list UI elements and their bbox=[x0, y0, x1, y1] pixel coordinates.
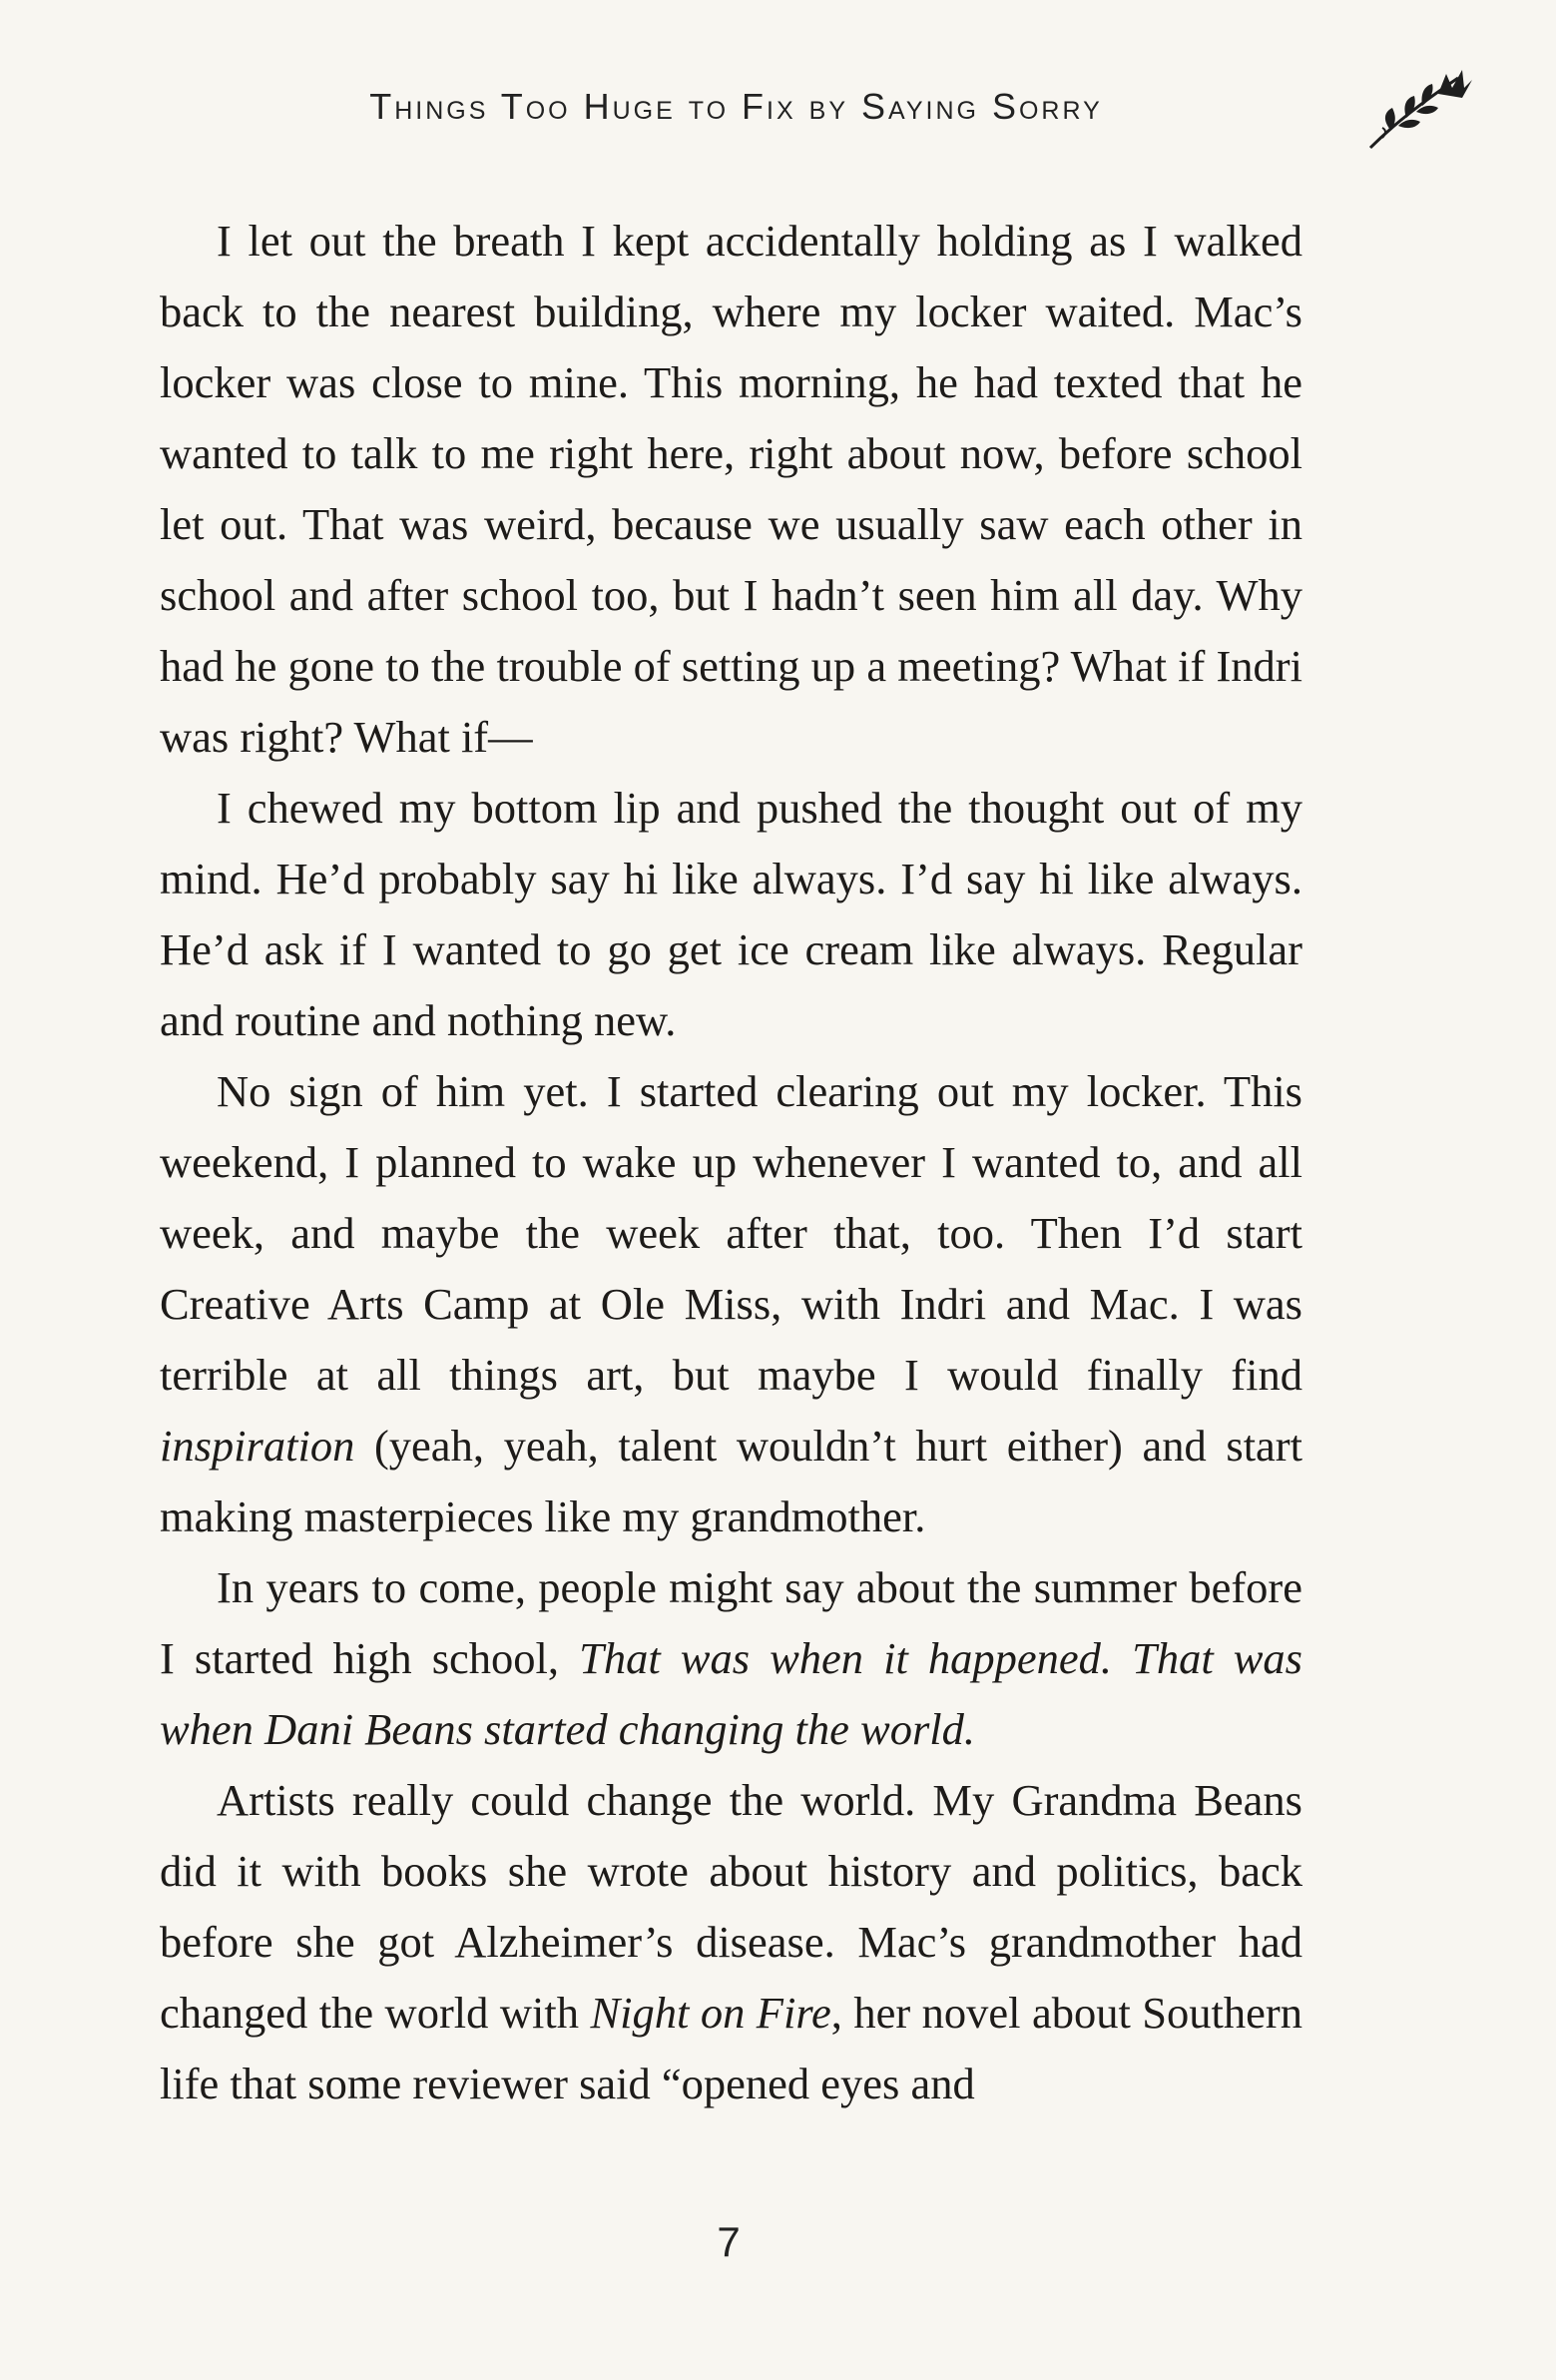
text-run: Artists really could change the world. My Grandma Beans did it with books she wrote about history and politics, back before she got Alzheimer’s disease. Mac’s grandmother had changed the world with bbox=[160, 1775, 1302, 2038]
paragraph bbox=[160, 1552, 1302, 1765]
text-run: , her novel about Southern life that some reviewer said “opened eyes and bbox=[160, 1988, 1302, 2108]
text-run: (yeah, yeah, talent wouldn’t hurt either) and start making masterpieces like my grandmother. bbox=[160, 1421, 1302, 1541]
leafy-sprig-icon bbox=[1362, 64, 1472, 154]
text-run: I chewed my bottom lip and pushed the thought out of my mind. He’d probably say hi like always. I’d say hi like always. He’d ask if I wanted to go get ice cream like always. Regular and routine and nothing new. bbox=[160, 783, 1302, 1045]
paragraph bbox=[160, 1056, 1302, 1552]
running-head-title: Things Too Huge to Fix by Saying Sorry bbox=[369, 86, 1103, 127]
italic-run: Night on Fire bbox=[590, 1988, 831, 2038]
text-run: In years to come, people might say about the summer before I started high school, bbox=[160, 1562, 1302, 1683]
text-run: I let out the breath I kept accidentally holding as I walked back to the nearest building, where my locker waited. Mac’s locker was close to mine. This morning, he had texted that he wanted to talk to me right here, right about now, before school let out. That was weird, because we usually saw each other in school and after school too, but I hadn’t seen him all day. Why had he gone to the trouble of setting up a meeting? What if Indri was right? What if— bbox=[160, 216, 1302, 762]
page-number: 7 bbox=[717, 2218, 741, 2265]
body-text bbox=[160, 206, 1302, 2119]
paragraph bbox=[160, 773, 1302, 1056]
text-run: No sign of him yet. I started clearing out my locker. This weekend, I planned to wake up whenever I wanted to, and all week, and maybe the week after that, too. Then I’d start Creative Arts Camp at Ole Miss, with Indri and Mac. I was terrible at all things art, but maybe I would finally find bbox=[160, 1066, 1302, 1400]
italic-run: That was when it happened. That was when Dani Beans started changing the world. bbox=[160, 1633, 1302, 1754]
paragraph bbox=[160, 206, 1302, 773]
italic-run: inspiration bbox=[160, 1421, 355, 1471]
paragraph bbox=[160, 1765, 1302, 2119]
